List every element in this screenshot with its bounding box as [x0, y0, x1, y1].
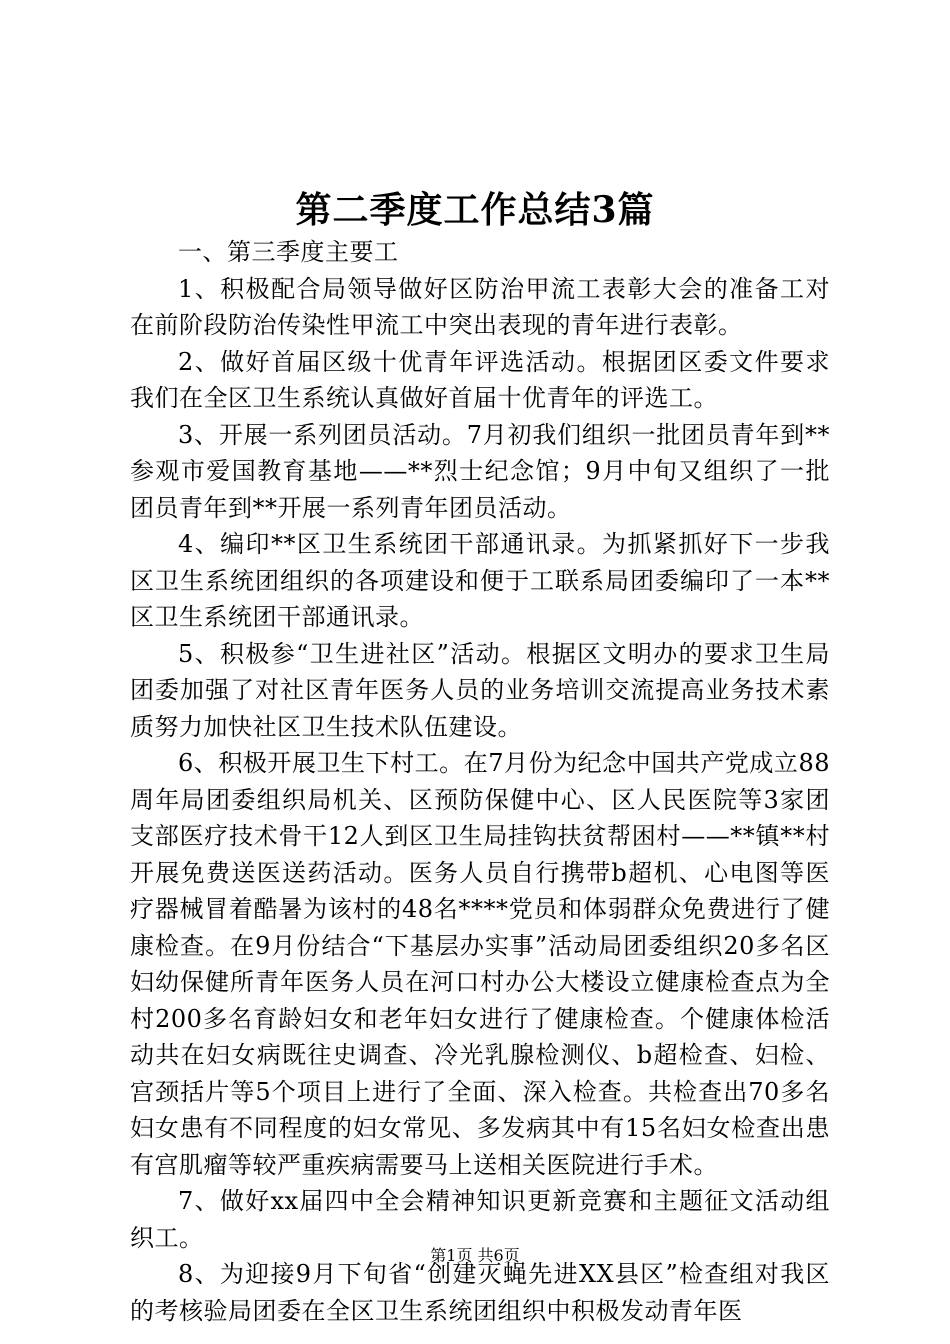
paragraph-item-8: 8、为迎接9月下旬省“创建灭蝇先进XX县区”检查组对我区的考核验局团委在全区卫生系统团组织中积极发动青年医	[130, 1260, 830, 1325]
paragraph-item-2: 2、做好首届区级十优青年评选活动。根据团区委文件要求我们在全区卫生系统认真做好首届十优青年的评选工。	[130, 347, 830, 412]
document-title: 第二季度工作总结3篇	[295, 189, 655, 231]
paragraph-item-7: 7、做好xx届四中全会精神知识更新竞赛和主题征文活动组织工。	[130, 1187, 830, 1252]
paragraph-item-6: 6、积极开展卫生下村工。在7月份为纪念中国共产党成立88周年局团委组织局机关、区预防保健中心、区人民医院等3家团支部医疗技术骨干12人到区卫生局挂钩扶贫帮困村——**镇**村开展免费送医送药活动。医务人员自行携带b超机、心电图等医疗器械冒着酷暑为该村的48名****党员和体弱群众免费进行了健康检查。在9月份结合“下基层办实事”活动局团委组织20多名区妇幼保健所青年医务人员在河口村办公大楼设立健康检查点为全村200多名育龄妇女和老年妇女进行了健康检查。个健康体检活动共在妇女病既往史调查、冷光乳腺检测仪、b超检查、妇检、宫颈括片等5个项目上进行了全面、深入检查。共检查出70多名妇女患有不同程度的妇女常见、多发病其中有15名妇女检查出患有宫肌瘤等较严重疾病需要马上送相关医院进行手术。	[130, 749, 830, 1179]
section-heading: 一、第三季度主要工	[178, 238, 399, 266]
paragraph-item-4: 4、编印**区卫生系统团干部通讯录。为抓紧抓好下一步我区卫生系统团组织的各项建设和便于工联系局团委编印了一本**区卫生系统团干部通讯录。	[130, 530, 830, 631]
paragraph-item-1: 1、积极配合局领导做好区防治甲流工表彰大会的准备工对在前阶段防治传染性甲流工中突出表现的青年进行表彰。	[130, 274, 830, 339]
document-body	[130, 234, 830, 1329]
paragraph-item-5: 5、积极参“卫生进社区”活动。根据区文明办的要求卫生局团委加强了对社区青年医务人员的业务培训交流提高业务技术素质努力加快社区卫生技术队伍建设。	[130, 639, 830, 741]
page-number-footer: 第1页 共6页	[430, 1246, 520, 1265]
paragraph-item-3: 3、开展一系列团员活动。7月初我们组织一批团员青年到**参观市爱国教育基地——**烈士纪念馆；9月中旬又组织了一批团员青年到**开展一系列青年团员活动。	[130, 420, 830, 522]
